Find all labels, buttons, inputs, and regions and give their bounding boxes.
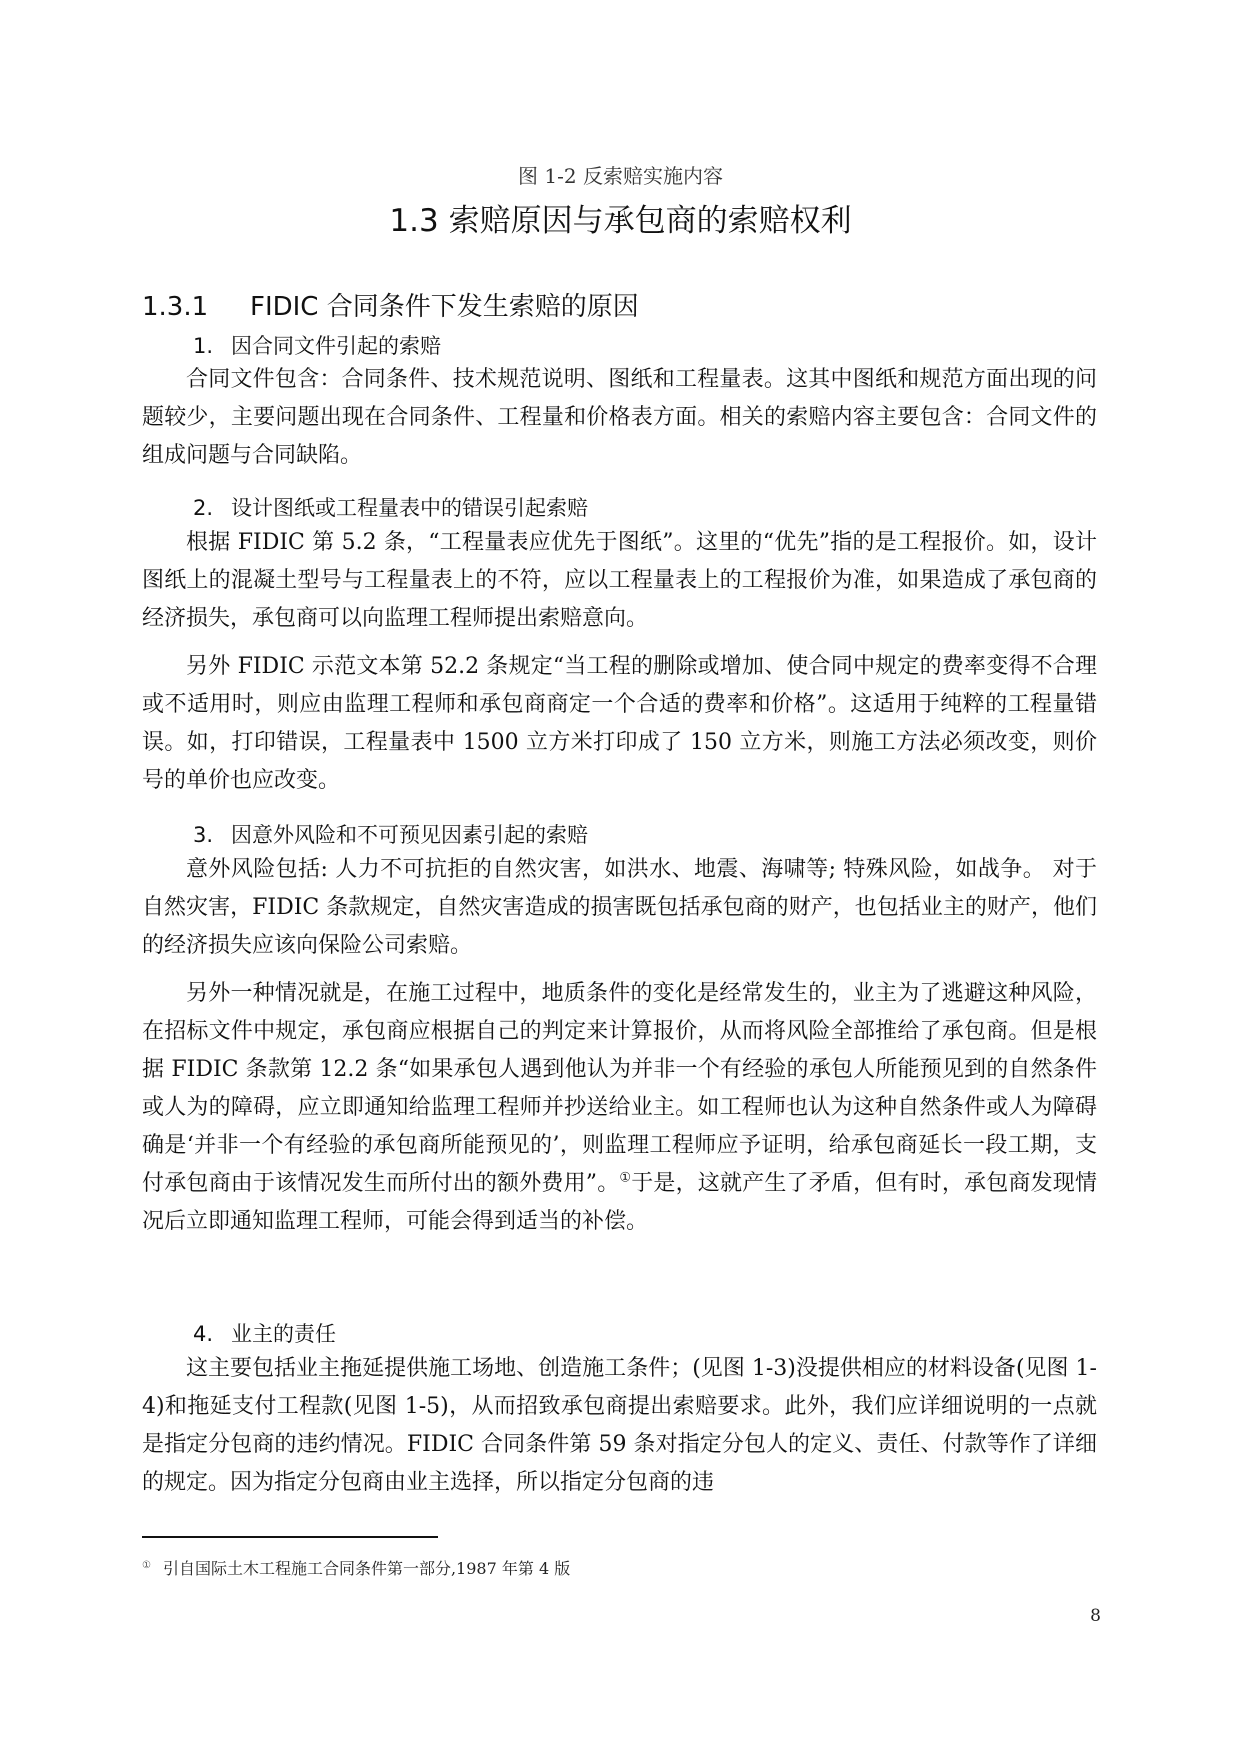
footnote-marker: ①: [142, 1559, 151, 1571]
item-title: 因合同文件引起的索赔: [231, 334, 441, 358]
item-number: 2.: [193, 496, 214, 520]
paragraph-tail: 于是，这就产生了矛盾，但有时，承包商发现情况后立即通知监理工程师，可能会得到适当的补偿。: [142, 1171, 1097, 1234]
paragraph: 合同文件包含：合同条件、技术规范说明、图纸和工程量表。这其中图纸和规范方面出现的问题较少，主要问题出现在合同条件、工程量和价格表方面。相关的索赔内容主要包含：合同文件的组成问题与合同缺陷。: [142, 367, 1097, 468]
paragraph-body: 另外一种情况就是，在施工过程中，地质条件的变化是经常发生的，业主为了逃避这种风险，在招标文件中规定，承包商应根据自己的判定来计算报价，从而将风险全部推给了承包商。但是根据 FIDIC 条款第 12.2 条“如果承包人遇到他认为并非一个有经验的承包人所能预见到的自然条件或人为的障碍，应立即通知给监理工程师并抄送给业主。如工程师也认为这种自然条件或人为障碍确是‘并非一个有经验的承包商所能预见的’，则监理工程师应予证明，给承包商延长一段工期，支付承包商由于该情况发生而所付出的额外费用”。: [142, 981, 1097, 1196]
footnote-reference[interactable]: ①: [619, 1170, 632, 1186]
item-title: 设计图纸或工程量表中的错误引起索赔: [231, 496, 588, 520]
item-heading-4: [193, 1318, 336, 1348]
item-title: 业主的责任: [231, 1322, 336, 1346]
figure-caption: 图 1-2 反索赔实施内容: [518, 164, 723, 188]
subsection-title: [142, 286, 639, 323]
item-heading-3: [193, 819, 588, 849]
footnote-text: 引自国际土木工程施工合同条件第一部分,1987 年第 4 版: [162, 1559, 571, 1578]
item-title: 因意外风险和不可预见因素引起的索赔: [231, 823, 588, 847]
page-number: 8: [1090, 1606, 1101, 1626]
paragraph: 根据 FIDIC 第 5.2 条，“工程量表应优先于图纸”。这里的“优先”指的是工程报价。如，设计图纸上的混凝土型号与工程量表上的不符，应以工程量表上的工程报价为准，如果造成了承包商的经济损失，承包商可以向监理工程师提出索赔意向。: [142, 530, 1097, 631]
item-heading-2: [193, 492, 588, 522]
paragraph: 另外 FIDIC 示范文本第 52.2 条规定“当工程的删除或增加、使合同中规定的费率变得不合理或不适用时，则应由监理工程师和承包商商定一个合适的费率和价格”。这适用于纯粹的工程量错误。如，打印错误，工程量表中 1500 立方米打印成了 150 立方米，则施工方法必须改变，则价号的单价也应改变。: [142, 654, 1097, 793]
paragraph: 意外风险包括: 人力不可抗拒的自然灾害，如洪水、地震、海啸等; 特殊风险，如战争。 对于自然灾害，FIDIC 条款规定，自然灾害造成的损害既包括承包商的财产，也包括业主的财产，他们的经济损失应该向保险公司索赔。: [142, 857, 1097, 958]
item-heading-1: [193, 330, 441, 360]
paragraph: [142, 975, 1097, 1241]
paragraph: 这主要包括业主拖延提供施工场地、创造施工条件；(见图 1-3)没提供相应的材料设备(见图 1-4)和拖延支付工程款(见图 1-5)，从而招致承包商提出索赔要求。此外，我们应详细说明的一点就是指定分包商的违约情况。FIDIC 合同条件第 59 条对指定分包人的定义、责任、付款等作了详细的规定。因为指定分包商由业主选择，所以指定分包商的违: [142, 1356, 1097, 1495]
item-number: 1.: [193, 334, 214, 358]
subsection-heading: FIDIC 合同条件下发生索赔的原因: [250, 292, 639, 322]
footnote: [142, 1556, 570, 1579]
subsection-number: 1.3.1: [142, 292, 209, 322]
section-title: 1.3 索赔原因与承包商的索赔权利: [389, 203, 852, 239]
footnote-divider: [142, 1536, 438, 1538]
item-number: 3.: [193, 823, 214, 847]
item-number: 4.: [193, 1322, 214, 1346]
